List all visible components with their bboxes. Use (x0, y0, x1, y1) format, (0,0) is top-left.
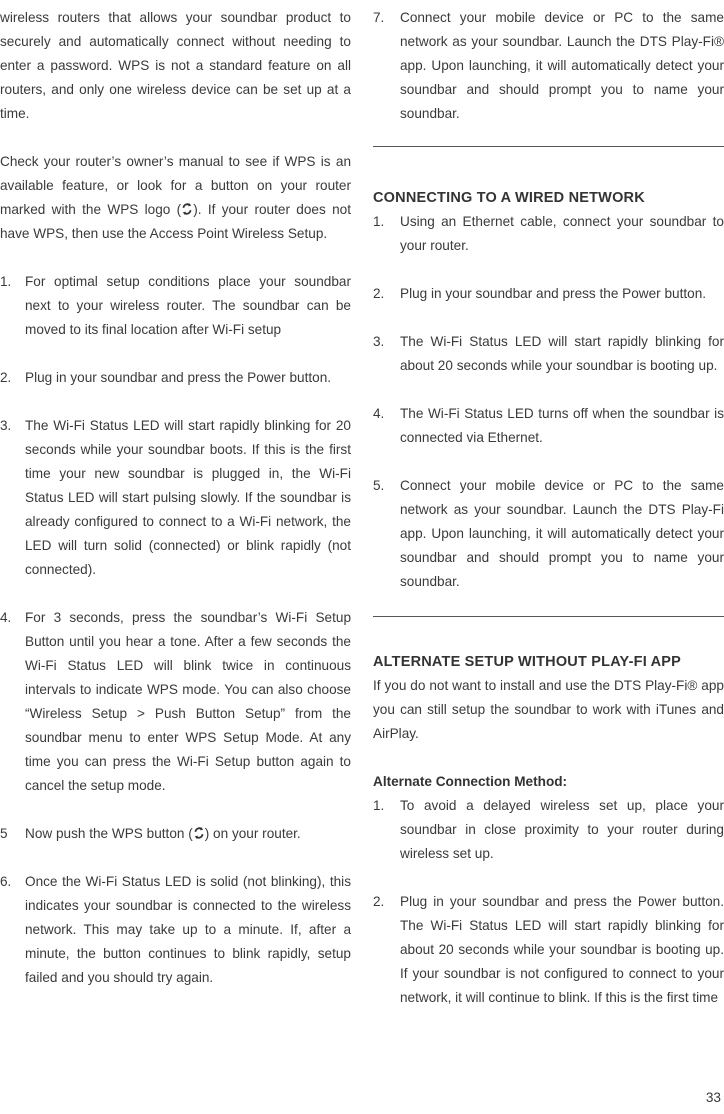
list-item (373, 6, 724, 126)
intro-paragraph-owners-manual (0, 150, 351, 246)
list-item (0, 414, 351, 582)
section-heading-alternate: ALTERNATE SETUP WITHOUT PLAY-FI APP (373, 654, 682, 670)
step-number: 5 (0, 826, 8, 841)
step-number: 3. (373, 334, 385, 349)
alternate-method-heading: Alternate Connection Method: (373, 774, 568, 789)
right-column (373, 6, 724, 1010)
list-item (373, 890, 724, 1010)
step-text: Using an Ethernet cable, connect your soundbar to your router. (400, 214, 724, 253)
step-text: Once the Wi-Fi Status LED is solid (not blinking), this indicates your soundbar is connected to the wireless network. This may take up to a minute. If, after a minute, the button continues to blink rapidly, setup failed and you should try again. (25, 874, 351, 985)
step-number: 1. (373, 798, 385, 813)
step-text: Plug in your soundbar and press the Power button. (400, 286, 707, 301)
step-text: Connect your mobile device or PC to the same network as your soundbar. Launch the DTS Play-Fi app. Upon launching, it will automatically detect your soundbar and should prompt you to name your soundbar. (400, 478, 724, 589)
step-number: 7. (373, 10, 385, 25)
list-item (0, 366, 351, 390)
step-text: Plug in your soundbar and press the Power button. The Wi-Fi Status LED will start rapidly blinking for about 20 seconds while your soundbar is booting up. If your soundbar is not configured to connect to your network, it will continue to blink. If this is the first time (400, 894, 724, 1005)
step-number: 3. (0, 418, 12, 433)
step-number: 1. (0, 274, 12, 289)
list-item (373, 330, 724, 378)
list-item (0, 822, 351, 846)
step-number: 4. (0, 610, 12, 625)
step-text: To avoid a delayed wireless set up, place your soundbar in close proximity to your router during wireless set up. (400, 798, 724, 861)
step-number: 5. (373, 478, 385, 493)
intro-text-b: ). If your router does not have WPS, then use the Access Point Wireless Setup. (0, 202, 351, 241)
step-text (25, 822, 351, 846)
step-number: 2. (0, 370, 12, 385)
page-number: 33 (705, 1090, 721, 1105)
step-text: For 3 seconds, press the soundbar’s Wi-Fi Setup Button until you hear a tone. After a few seconds the Wi-Fi Status LED will blink twice in continuous intervals to indicate WPS mode. You can also choose “Wireless Setup > Push Button Setup” from the soundbar menu to enter WPS Setup Mode. At any time you can press the Wi-Fi Setup button again to cancel the setup mode. (25, 610, 351, 793)
step-text: The Wi-Fi Status LED will start rapidly blinking for about 20 seconds while your soundbar is booting up. (400, 334, 724, 373)
intro-paragraph-wps: wireless routers that allows your soundbar product to securely and automatically connect without needing to enter a password. WPS is not a standard feature on all routers, and only one wireless device can be set up at a time. (0, 10, 351, 121)
list-item (373, 794, 724, 866)
step-text: Connect your mobile device or PC to the same network as your soundbar. Launch the DTS Play-Fi® app. Upon launching, it will automatically detect your soundbar and should prompt you to name your soundbar. (400, 10, 724, 121)
left-column (0, 6, 351, 990)
step-number: 4. (373, 406, 385, 421)
step-number: 2. (373, 286, 385, 301)
step-number: 2. (373, 894, 385, 909)
step-text: The Wi-Fi Status LED will start rapidly blinking for 20 seconds while your soundbar boots. If this is the first time your new soundbar is plugged in, the Wi-Fi Status LED will start pulsing slowly. If the soundbar is already configured to connect to a Wi-Fi network, the LED will turn solid (connected) or blink rapidly (not connected). (25, 418, 351, 577)
alternate-intro-paragraph: If you do not want to install and use the DTS Play-Fi® app you can still setup the soundbar to work with iTunes and AirPlay. (373, 678, 724, 741)
list-item (0, 270, 351, 342)
list-item (373, 210, 724, 258)
list-item (0, 606, 351, 798)
list-item (0, 870, 351, 990)
step-text: Plug in your soundbar and press the Power button. (25, 370, 332, 385)
step-text-b: ) on your router. (204, 826, 301, 841)
step-text-a: Now push the WPS button ( (25, 826, 193, 841)
wps-logo-icon (193, 826, 205, 840)
step-text: The Wi-Fi Status LED turns off when the soundbar is connected via Ethernet. (400, 406, 724, 445)
step-text: For optimal setup conditions place your soundbar next to your wireless router. The soundbar can be moved to its final location after Wi-Fi setup (25, 274, 351, 337)
list-item (373, 402, 724, 450)
step-number: 6. (0, 874, 12, 889)
list-item (373, 474, 724, 594)
intro-text-a: Check your router’s owner’s manual to see if WPS is an available feature, or look for a button on your router marked with the WPS logo ( (0, 154, 351, 217)
list-item (373, 282, 724, 306)
section-heading-wired: CONNECTING TO A WIRED NETWORK (373, 190, 645, 206)
wps-logo-icon (181, 202, 193, 216)
step-number: 1. (373, 214, 385, 229)
